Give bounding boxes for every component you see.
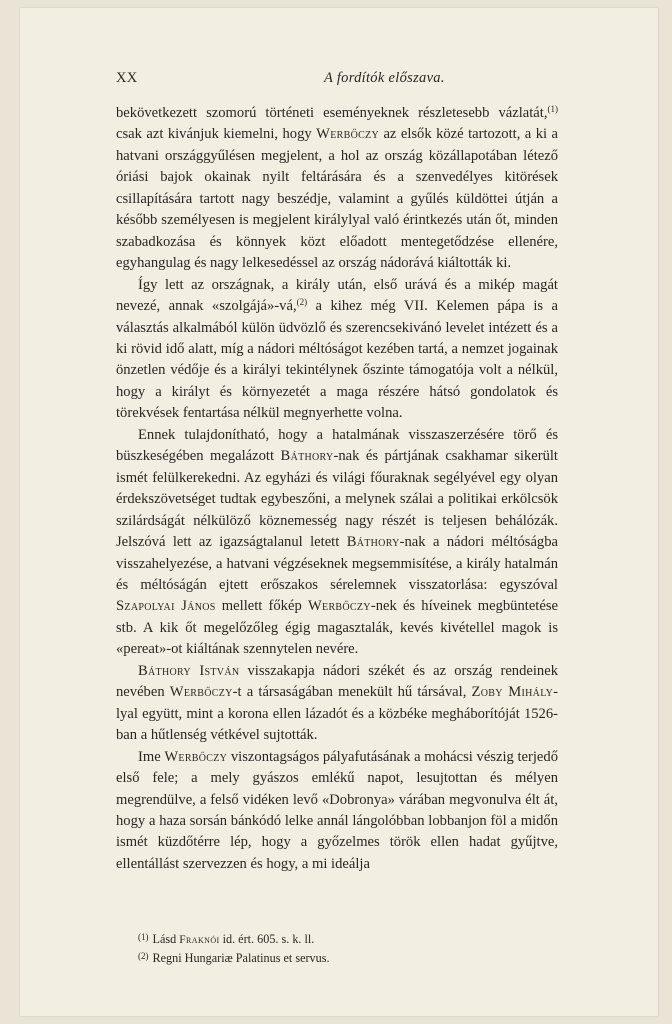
name-smallcaps: Werbőczy [164, 748, 228, 765]
text-run: mellett főkép [215, 598, 308, 615]
name-smallcaps: Báthory István [138, 662, 240, 679]
page-header [116, 70, 558, 90]
page-number: XX [116, 70, 138, 86]
paragraph [116, 103, 558, 275]
text-run: -lyal együtt, mint a korona ellen lázadót és a közbéke megháborítóját 1526-ban a hűtlenség vétkével sujtották. [116, 684, 558, 744]
text-run: -nak és pártjának csakhamar sikerült ismét felülkerekedni. Az egyházi és világi főuraknak segélyével egy olyan érdekszövetséget tudtak egybeszőni, a melynek szálai a politikai erkölcsök szilárdságát nélkülöző köznemesség nagy részét is teljesen behálózák. Jelszóvá lett az igazságtalanul letett [116, 448, 558, 551]
paragraph [116, 747, 558, 876]
footnote-text [153, 951, 330, 965]
text-run: -nek és híveinek megbüntetése stb. A kik őt megelőzőleg égig magasztalák, kevés kivétellel magok is «pereat»-ot kiáltának szennytelen nevére. [116, 598, 558, 658]
text-run: id. ért. 605. s. k. ll. [219, 932, 315, 946]
footnote-text [153, 932, 315, 946]
name-smallcaps: Szapolyai János [116, 598, 216, 615]
text-run: Így lett az országnak, a király után, első urává és a mikép magát nevezé, annak «szolgájá»-vá, [116, 276, 558, 315]
text-run: Ennek tulajdonítható, hogy a hatalmának visszaszerzésére törő és büszkeségében megalázott [116, 426, 558, 465]
paragraph [116, 661, 558, 747]
text-run: -nak a nádori méltóságba visszahelyezése, a hatvani végzéseknek megsemmisítése, a király hatalmán és méltóságán ejtett erőszakos sérelemnek visszatorlása: egyszóval [116, 534, 558, 593]
text-run: Lásd [152, 932, 180, 946]
footnotes [138, 929, 558, 966]
text-run: Regni Hungariæ Palatinus et servus. [152, 951, 330, 965]
name-smallcaps: Werbőczy [316, 126, 379, 143]
text-run: bekövetkezett szomorú történeti eseményeknek részletesebb vázlatát, [116, 105, 548, 121]
body-text [116, 103, 558, 875]
footnote-mark: (2) [138, 951, 149, 961]
running-title: A fordítók előszava. [324, 70, 445, 86]
text-run: a kihez még VII. Kelemen pápa is a választás alkalmából külön üdvözlő és szerencsekivánó levelet intézett és a ki rövid idő alatt, míg a nádori méltóságot kezében tartá, a nemzet jogainak önzetlen védője és a királyi tekintélynek őszinte támogatója volt a nélkül, hogy a királyt és környezetét a maga részére hátsó gondolatok és törekvések fentartása nélkül megnyerhette volna. [116, 298, 558, 422]
footnote-reference: (2) [296, 297, 308, 308]
name-smallcaps: Werbőczy [169, 684, 233, 701]
name-smallcaps: Báthory [280, 448, 334, 465]
text-run: -t a társaságában menekült hű társával, [232, 684, 472, 701]
paragraph [116, 425, 558, 661]
text-run: az elsők közé tartozott, a ki a hatvani országgyűlésen megjelent, a hol az ország közállapotában létező óriási bajok okainak nyilt feltárására és a szenvedélyes kitörések csillapítására tartott nagy beszédje, valamint a gyűlés küldöttei útján a később személyesen is megjelent királylyal való érintkezés után őt, minden szabadkozása és könnyek közt előadott mentegetődzése ellenére, egyhangulag és nagy lelkesedéssel az ország nádorává kiáltották ki. [116, 126, 558, 272]
name-smallcaps: Báthory [346, 534, 400, 551]
name-smallcaps: Werbőczy [307, 598, 371, 615]
name-smallcaps: Zoby Mihály [471, 684, 554, 701]
text-run: csak azt kivánjuk kiemelni, hogy [116, 126, 317, 143]
footnote-reference: (1) [547, 104, 558, 114]
footnote [138, 929, 558, 948]
book-page [20, 8, 658, 1016]
paragraph [116, 275, 558, 425]
text-run: visszakapja nádori székét és az ország rendeinek nevében [116, 662, 558, 701]
text-run: viszontagságos pályafutásának a mohácsi vészig terjedő első fele; a mely gyászos emlékű napot, lesujtottan és mélyen megrendülve, a felső vidéken levő «Dobronya» várában megvonulva élt át, hogy a haza sorsán bánkódó lelke annál lángolóbban lobbanjon föl a midőn ismét küzdőtérre lép, hogy a győzelmes török ellen hadat gyűjtve, ellentállást szervezzen és hogy, a mi ideálja [116, 748, 558, 872]
footnote [138, 948, 558, 966]
text-run: Ime [138, 748, 165, 765]
footnote-mark: (1) [138, 932, 149, 942]
name-smallcaps: Fraknói [179, 934, 220, 946]
